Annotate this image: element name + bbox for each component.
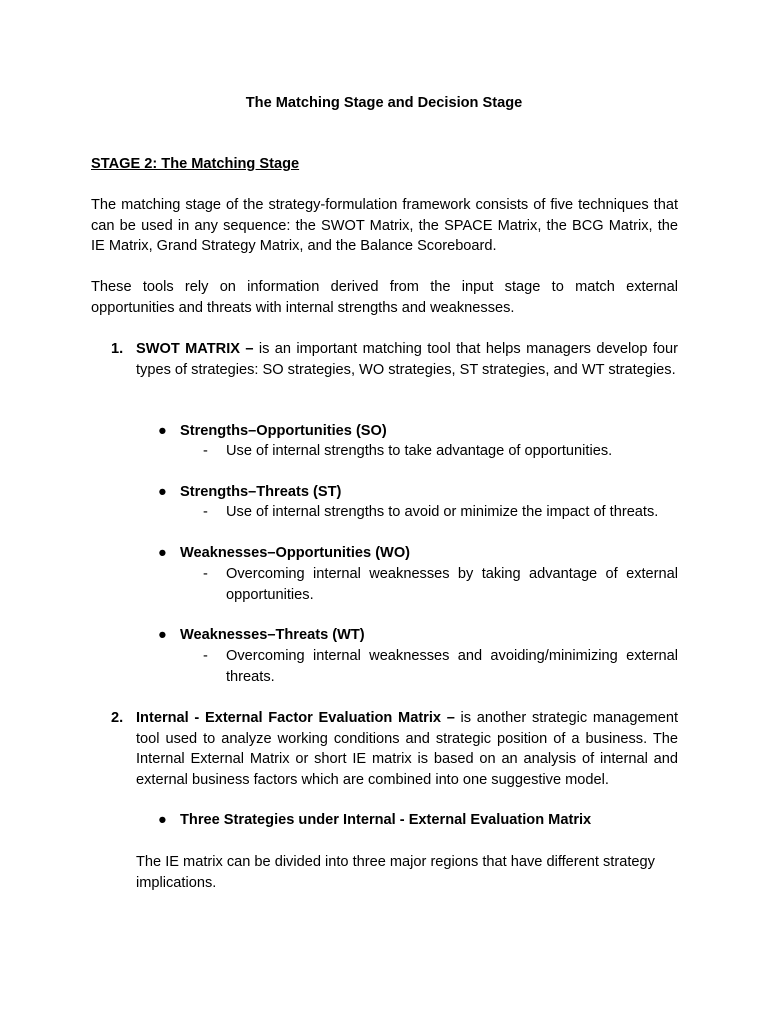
numbered-item-swot: [111, 339, 678, 380]
bullet-st: [158, 482, 678, 503]
dash-mark: -: [203, 648, 208, 664]
dash-mark: -: [203, 566, 208, 582]
dash-mark: -: [203, 443, 208, 459]
numbered-item-ie-matrix: [111, 708, 678, 790]
description-text: Use of internal strengths to take advantage of opportunities.: [226, 443, 613, 459]
item-text: is an important matching tool that helps managers develop four types of strategies: SO strategies, WO strategies, ST strategies, and WT strategies.: [136, 341, 678, 378]
intro-paragraph: The matching stage of the strategy-formulation framework consists of five techniques that can be used in any sequence: the SWOT Matrix, the SPACE Matrix, the BCG Matrix, the IE Matrix, Grand Strategy Matrix, and the Balance Scoreboard.: [91, 197, 678, 254]
bullet-icon: ●: [158, 627, 167, 643]
bullet-label: Weaknesses–Opportunities (WO): [180, 545, 411, 561]
tools-paragraph: These tools rely on information derived from the input stage to match external opportunities and threats with internal strengths and weaknesses.: [91, 279, 678, 316]
item-number: 2.: [111, 710, 124, 726]
description-wo: [203, 564, 678, 605]
stage-heading: STAGE 2: The Matching Stage: [91, 156, 300, 172]
dash-mark: -: [203, 504, 208, 520]
bullet-label: Three Strategies under Internal - External Evaluation Matrix: [180, 812, 592, 828]
document-title: The Matching Stage and Decision Stage: [245, 95, 523, 111]
bullet-so: [158, 421, 678, 442]
item-body: [136, 339, 678, 380]
bullet-label: Strengths–Opportunities (SO): [180, 423, 387, 439]
bullet-wo: [158, 543, 678, 564]
description-text: Use of internal strengths to avoid or minimize the impact of threats.: [226, 504, 659, 520]
bullet-icon: ●: [158, 423, 167, 439]
description-wt: [203, 646, 678, 687]
closing-paragraph: The IE matrix can be divided into three major regions that have different strategy implications.: [136, 854, 655, 891]
description-text: Overcoming internal weaknesses by taking advantage of external opportunities.: [226, 566, 678, 603]
description-so: [203, 441, 678, 462]
item-text: is another strategic management tool used to analyze working conditions and strategic position of a business. The Internal External Matrix or short IE matrix is based on an analysis of internal and external business factors which are combined into one suggestive model.: [136, 710, 679, 788]
bullet-label: Strengths–Threats (ST): [180, 484, 342, 500]
item-number: 1.: [111, 341, 124, 357]
bullet-icon: ●: [158, 812, 167, 828]
item-body: [136, 708, 678, 790]
item-term: Internal - External Factor Evaluation Matrix –: [136, 710, 455, 726]
bullet-ie-strategies: [158, 810, 678, 831]
description-st: [203, 502, 678, 523]
bullet-icon: ●: [158, 545, 167, 561]
bullet-label: Weaknesses–Threats (WT): [180, 627, 365, 643]
bullet-wt: [158, 625, 678, 646]
bullet-icon: ●: [158, 484, 167, 500]
item-term: SWOT MATRIX –: [136, 341, 254, 357]
description-text: Overcoming internal weaknesses and avoiding/minimizing external threats.: [226, 648, 678, 685]
